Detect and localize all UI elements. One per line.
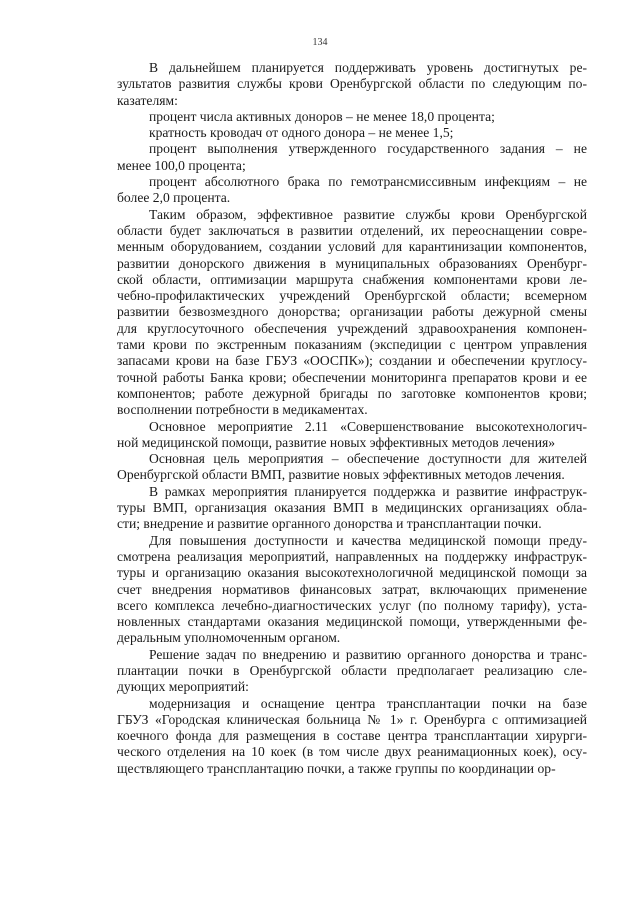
- text-line: тами крови по экстренным показаниям (экспедиции с центром управления: [117, 337, 587, 353]
- text-line: области будет заключаться в развитии отделений, их переоснащении совре-: [117, 222, 587, 238]
- text-line: Таким образом, эффективное развитие службы крови Оренбургской: [149, 206, 587, 222]
- text-line: деральным уполномоченным органом.: [117, 630, 341, 646]
- text-line: компонентов; работе дежурной бригады по заготовке компонентов крови;: [117, 385, 587, 401]
- text-line: Основное мероприятие 2.11 «Совершенствование высокотехнологич-: [149, 418, 587, 434]
- text-line: ществляющего трансплантацию почки, а также группы по координации ор-: [117, 760, 556, 776]
- text-line: процент выполнения утвержденного государственного задания – не: [149, 141, 587, 157]
- text-line: для круглосуточного обеспечения учреждений здравоохранения компонен-: [117, 320, 587, 336]
- text-line: развитии безвозмездного донорства; организации работы дежурной смены: [117, 304, 587, 320]
- paragraph: [117, 174, 587, 207]
- text-line: менным оборудованием, создании условий для карантинизации компонентов,: [117, 239, 587, 255]
- text-line: казателям:: [117, 92, 178, 108]
- paragraph: [117, 533, 587, 647]
- text-line: Оренбургской области ВМП, развитие новых эффективных методов лечения.: [117, 467, 565, 483]
- text-line: процент абсолютного брака по гемотрансмиссивным инфекциям – не: [149, 174, 587, 190]
- text-line: чебно-профилактических учреждений Оренбургской области; всемерном: [117, 288, 587, 304]
- body-text: [117, 60, 587, 777]
- page-number: 134: [312, 37, 328, 48]
- text-line: точной работы Банка крови; обеспечении мониторинга препаратов крови и ее: [117, 369, 587, 385]
- text-line: смотрена реализация мероприятий, направленных на поддержку инфраструк-: [117, 548, 587, 564]
- text-line: счет внедрения нормативов финансовых затрат, включающих применение: [117, 581, 587, 597]
- text-line: плантации почки в Оренбургской области предполагает реализацию сле-: [117, 662, 587, 678]
- text-line: сти; внедрение и развитие органного донорства и трансплантации почки.: [117, 516, 542, 532]
- text-line: Решение задач по внедрению и развитию органного донорства и транс-: [149, 646, 587, 662]
- text-line: Основная цель мероприятия – обеспечение доступности для жителей: [149, 451, 587, 467]
- text-line: коечного фонда для размещения в составе центра трансплантации хирурги-: [117, 728, 587, 744]
- text-line: ГБУЗ «Городская клиническая больница № 1» г. Оренбурга с оптимизацией: [117, 711, 587, 727]
- text-line: новленных стандартами оказания медицинской помощи, утвержденными фе-: [117, 614, 587, 630]
- paragraph: [117, 109, 587, 125]
- text-line: зультатов развития службы крови Оренбургской области по следующим по-: [117, 76, 587, 92]
- paragraph: [117, 207, 587, 419]
- paragraph: [117, 484, 587, 533]
- paragraph: [117, 419, 587, 452]
- text-line: В рамках мероприятия планируется поддержка и развитие инфраструк-: [149, 483, 587, 499]
- text-line: развитии донорского движения в муниципальных образованиях Оренбург-: [117, 255, 587, 271]
- text-line: запасами крови на базе ГБУЗ «ООСПК»); создании и обеспечении круглосу-: [117, 353, 587, 369]
- text-line: дующих мероприятий:: [117, 679, 249, 695]
- text-line: кратность кроводач от одного донора – не менее 1,5;: [149, 125, 454, 141]
- text-line: туры ВМП, организация оказания ВМП в медицинских организациях обла-: [117, 500, 587, 516]
- paragraph: [117, 60, 587, 109]
- paragraph: [117, 647, 587, 696]
- text-line: туры и организацию оказания высокотехнологичной медицинской помощи за: [117, 565, 587, 581]
- text-line: более 2,0 процента.: [117, 190, 231, 206]
- text-line: процент числа активных доноров – не менее 18,0 процента;: [149, 108, 495, 124]
- text-line: ческого отделения на 10 коек (в том числе двух реанимационных коек), осу-: [117, 744, 587, 760]
- text-line: ной медицинской помощи, развитие новых эффективных методов лечения»: [117, 434, 556, 450]
- text-line: Для повышения доступности и качества медицинской помощи преду-: [149, 532, 587, 548]
- text-line: всего комплекса лечебно-диагностических услуг (по полному тарифу), уста-: [117, 597, 587, 613]
- paragraph: [117, 141, 587, 174]
- text-line: модернизация и оснащение центра трансплантации почки на базе: [149, 695, 587, 711]
- text-line: ской области, оптимизации маршрута снабжения компонентами крови ле-: [117, 271, 587, 287]
- text-line: В дальнейшем планируется поддерживать уровень достигнутых ре-: [149, 60, 587, 75]
- paragraph: [117, 125, 587, 141]
- paragraph: [117, 451, 587, 484]
- text-line: восполнении потребности в медикаментах.: [117, 402, 368, 418]
- text-line: менее 100,0 процента;: [117, 157, 246, 173]
- paragraph: [117, 696, 587, 777]
